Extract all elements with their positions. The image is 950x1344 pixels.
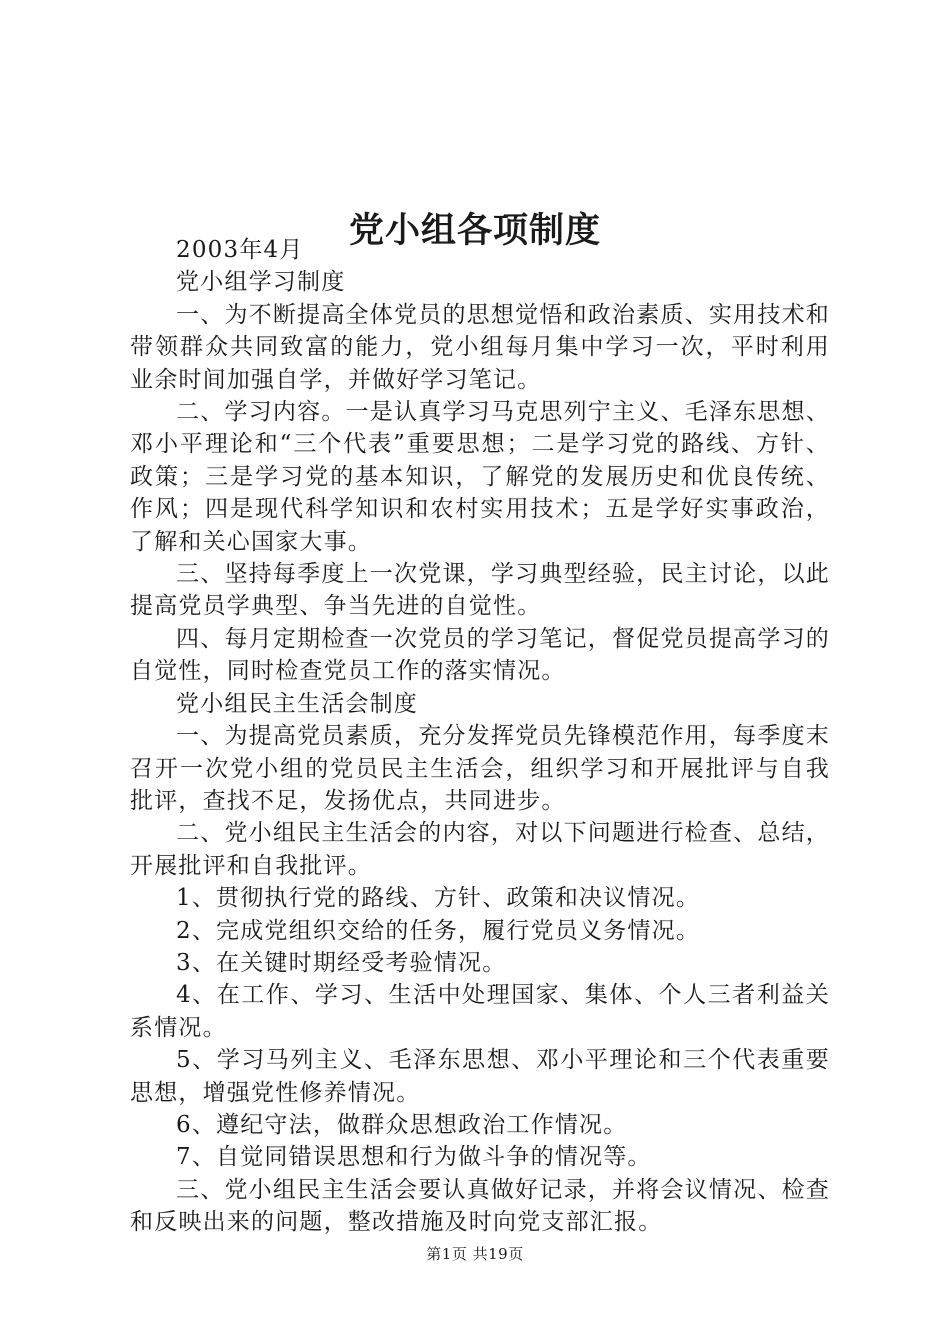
date-line: 2003年4月 xyxy=(176,237,304,263)
list-item: 4、在工作、学习、生活中处理国家、集体、个人三者利益关系情况。 xyxy=(130,982,830,1041)
list-item: 7、自觉同错误思想和行为做斗争的情况等。 xyxy=(176,1144,652,1171)
document-title: 党小组各项制度 xyxy=(348,210,601,252)
list-item: 6、遵纪守法，做群众思想政治工作情况。 xyxy=(176,1111,628,1138)
list-item: 2、完成党组织交给的任务，履行党员义务情况。 xyxy=(176,917,701,944)
paragraph: 二、党小组民主生活会的内容，对以下问题进行检查、总结，开展批评和自我批评。 xyxy=(130,820,830,879)
section-heading-study: 党小组学习制度 xyxy=(176,269,346,296)
page-indicator: 第1页 共19页 xyxy=(426,1245,524,1263)
paragraph: 一、为提高党员素质，充分发挥党员先锋模范作用，每季度末召开一次党小组的党员民主生活会，组织学习和开展批评与自我批评，查找不足，发扬优点，共同进步。 xyxy=(130,723,830,814)
list-item: 5、学习马列主义、毛泽东思想、邓小平理论和三个代表重要思想，增强党性修养情况。 xyxy=(130,1047,830,1106)
document-body xyxy=(130,234,830,1239)
list-item: 3、在关键时期经受考验情况。 xyxy=(176,949,507,976)
paragraph: 一、为不断提高全体党员的思想觉悟和政治素质、实用技术和带领群众共同致富的能力，党小组每月集中学习一次，平时利用业余时间加强自学，并做好学习笔记。 xyxy=(130,301,830,393)
paragraph: 二、学习内容。一是认真学习马克思列宁主义、毛泽东思想、邓小平理论和“三个代表”重要思想；二是学习党的路线、方针、政策；三是学习党的基本知识，了解党的发展历史和优良传统、作风；四是现代科学知识和农村实用技术；五是学好实事政治，了解和关心国家大事。 xyxy=(130,399,830,555)
paragraph: 三、坚持每季度上一次党课，学习典型经验，民主讨论，以此提高党员学典型、争当先进的自觉性。 xyxy=(130,561,830,620)
list-item: 1、贯彻执行党的路线、方针、政策和决议情况。 xyxy=(176,885,701,912)
section-heading-democratic-life: 党小组民主生活会制度 xyxy=(176,690,418,717)
paragraph: 三、党小组民主生活会要认真做好记录，并将会议情况、检查和反映出来的问题，整改措施及时向党支部汇报。 xyxy=(130,1176,830,1236)
paragraph: 四、每月定期检查一次党员的学习笔记，督促党员提高学习的自觉性，同时检查党员工作的落实情况。 xyxy=(130,625,830,685)
